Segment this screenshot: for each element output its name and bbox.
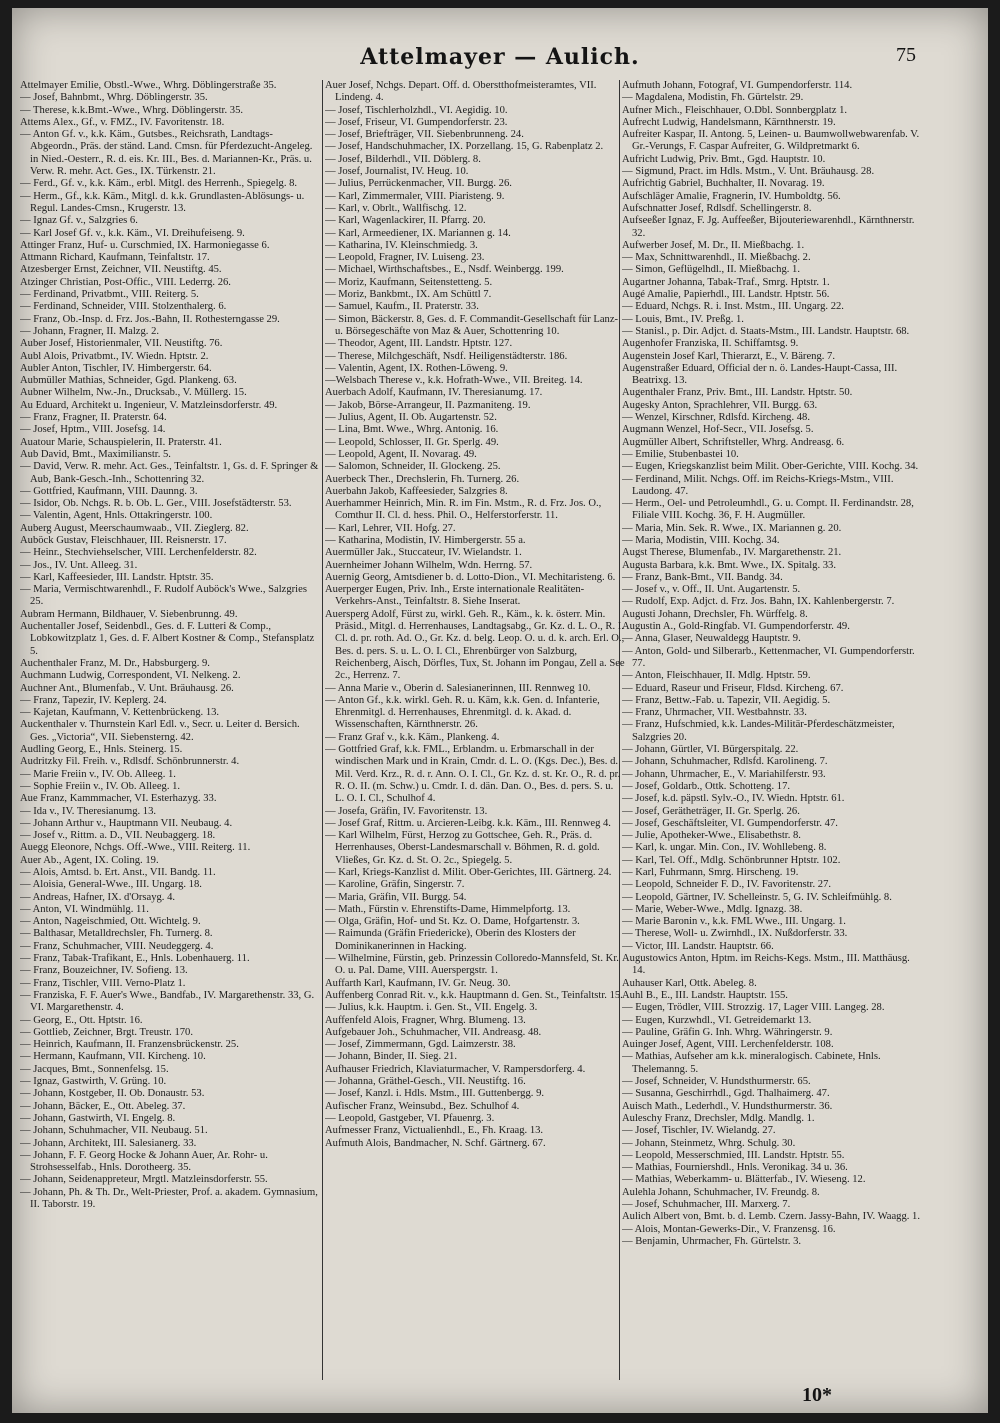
directory-entry: Auchner Ant., Blumenfab., V. Unt. Bräuhausg. 26. [20, 682, 234, 694]
directory-entry: — Leopold, Fragner, IV. Luiseng. 23. [325, 252, 485, 264]
directory-entry: — Josef, Briefträger, VII. Siebenbrunneng. 24. [325, 129, 524, 141]
directory-entry: — Johann, Schuhmacher, VII. Neubaug. 51. [20, 1125, 208, 1137]
directory-entry: — Franz, Uhrmacher, VII. Westbahnstr. 33. [622, 707, 807, 719]
directory-entry: — Leopold, Gärtner, IV. Schelleinstr. 5, G. IV. Schleifmühlg. 8. [622, 891, 892, 903]
directory-entry: Auerbahn Jakob, Kaffeesieder, Salzgries 8. [325, 485, 508, 497]
directory-entry: —Welsbach Therese v., k.k. Hofrath-Wwe., VII. Breiteg. 14. [325, 375, 583, 387]
directory-entry: Auchmann Ludwig, Correspondent, VI. Nelkeng. 2. [20, 670, 241, 682]
directory-entry: Aufischer Franz, Weinsubd., Bez. Schulhof 4. [325, 1100, 520, 1112]
directory-entry: — Karl, Wagenlackirer, II. Pfarrg. 20. [325, 215, 486, 227]
directory-entry: Auffenberg Conrad Rit. v., k.k. Hauptmann d. Gen. St., Teinfaltstr. 15. [325, 989, 623, 1001]
directory-entry: Aufmuth Johann, Fotograf, VI. Gumpendorferstr. 114. [622, 80, 853, 91]
directory-entry: Auerperger Eugen, Priv. Inh., Erste internationale Realitäten-Verkehrs-Anst., Teinfaltstr. 8. Siehe Inserat. [325, 584, 585, 608]
directory-entry: Augenhofer Franziska, II. Schiffamtsg. 9. [622, 338, 799, 350]
directory-entry: — Johann, Kostgeber, II. Ob. Donaustr. 53. [20, 1088, 205, 1100]
directory-entry: — Josef, Journalist, IV. Heug. 10. [325, 166, 469, 178]
directory-entry: — Anton, Nageischmied, Ott. Wichtelg. 9. [20, 916, 201, 928]
directory-entry: Auhl B., E., III. Landstr. Hauptstr. 155. [622, 989, 788, 1001]
directory-entry: — Aloisia, General-Wwe., III. Ungarg. 18. [20, 879, 202, 891]
directory-entry: — Therese, Woll- u. Zwirnhdl., IX. Nußdorferstr. 33. [622, 928, 848, 940]
directory-entry: — Ignaz Gf. v., Salzgries 6. [20, 215, 138, 227]
directory-entry: — Jacques, Bmt., Sonnenfelsg. 15. [20, 1063, 169, 1075]
directory-entry: Aufmesser Franz, Victualienhdl., E., Fh. Kraag. 13. [325, 1125, 544, 1137]
directory-entry: — Julius, Perrückenmacher, VII. Burgg. 26. [325, 178, 512, 190]
directory-entry: — Ida v., IV. Theresianumg. 13. [20, 805, 157, 817]
directory-entry: — Johann Arthur v., Hauptmann VII. Neubaug. 4. [20, 817, 233, 829]
directory-entry: — Franz, Tapezir, IV. Keplerg. 24. [20, 694, 167, 706]
directory-entry: — Leopold, Schneider F. D., IV. Favoritenstr. 27. [622, 879, 832, 891]
directory-entry: — Herm., Oel- und Petroleumhdl., G. u. Compt. II. Ferdinandstr. 28, Filiale VIII. Kochg. 36, F. H. Augmüller. [622, 498, 914, 522]
directory-entry: — Johann, Uhrmacher, E., V. Mariahilferstr. 93. [622, 768, 826, 780]
directory-entry: Auchentaller Josef, Seidenbdl., Ges. d. F. Lutteri & Comp., Lobkowitzplatz 1, Ges. d. F. Albert Kostner & Comp., Stefansplatz 5. [20, 621, 315, 657]
directory-entry: — Leopold, Messerschmied, III. Landstr. Hptstr. 55. [622, 1149, 845, 1161]
directory-entry: Augusti Johann, Drechsler, Fh. Würffelg. 8. [622, 608, 808, 620]
directory-entry: — Sigmund, Pract. im Hdls. Mstm., V. Unt. Bräuhausg. 28. [622, 166, 875, 178]
directory-entry: Auböck Gustav, Fleischhauer, III. Reisnerstr. 17. [20, 534, 227, 546]
directory-entry: — Eduard, Nchgs. R. i. Inst. Mstm., III. Ungarg. 22. [622, 301, 844, 313]
directory-entry: Auckenthaler v. Thurnstein Karl Edl. v., Secr. u. Leiter d. Bersich. Ges. „Victoria“, VII. Siebensterng. 42. [20, 719, 300, 743]
directory-entry: — Therese, Milchgeschäft, Nsdf. Heiligenstädterstr. 186. [325, 350, 568, 362]
directory-entry: — Ignaz, Gastwirth, V. Grüng. 10. [20, 1076, 167, 1088]
directory-entry: — Franz Graf v., k.k. Käm., Plankeng. 4. [325, 731, 500, 743]
directory-entry: — Simon, Geflügelhdl., II. Mießbachg. 1. [622, 264, 801, 276]
directory-entry: — Franz, Bettw.-Fab. u. Tapezir, VII. Aegidig. 5. [622, 694, 831, 706]
directory-entry: Auermüller Jak., Stuccateur, IV. Wielandstr. 1. [325, 547, 522, 559]
page-number: 75 [896, 44, 916, 66]
directory-entry: — Johanna, Gräthel-Gesch., VII. Neustiftg. 16. [325, 1076, 526, 1088]
directory-entry: Auersperg Adolf, Fürst zu, wirkl. Geh. R., Käm., k. k. österr. Min. Präsid., Mitgl. d. Herrenhauses, Landtagsabg., Gr. Kz. d. L. O., R. I. Cl. d. pr. roth. Ad. O., Gr. Kz. d. belg. Leop. O. u. d. k. arch. Erl. O., Bes. d. pers. S. u. L. O. I. Cl., Ehrenbürger von Salzburg, Reichenberg, Aisch, Dörfles, Tux, St. Johann im Pongau, Zell a. See 2c., Herrenz. 7. [325, 608, 625, 682]
directory-entry: — Johann, Architekt, III. Salesianerg. 33. [20, 1137, 197, 1149]
directory-entry: Aue Franz, Kammmacher, VI. Esterhazyg. 33. [20, 793, 217, 805]
directory-entry: Auchenthaler Franz, M. Dr., Habsburgerg. 9. [20, 657, 210, 669]
directory-entry: — Josef v., Rittm. a. D., VII. Neubaggerg. 18. [20, 830, 216, 842]
directory-entry: — Theodor, Agent, III. Landstr. Hptstr. 127. [325, 338, 513, 350]
directory-entry: — Karl, Kriegs-Kanzlist d. Milit. Ober-Gerichtes, III. Gärtnerg. 24. [325, 867, 612, 878]
directory-entry: — Franz, Tischler, VIII. Verno-Platz 1. [20, 977, 186, 989]
directory-entry: — Susanna, Geschirrhdl., Ggd. Thalhaimerg. 47. [622, 1088, 830, 1100]
directory-entry: Auernig Georg, Amtsdiener b. d. Lotto-Dion., VI. Mechitaristeng. 6. [325, 571, 616, 583]
directory-entry: Aub David, Bmt., Maximilianstr. 5. [20, 448, 171, 460]
directory-entry: — Anna Marie v., Oberin d. Salesianerinnen, III. Rennweg 10. [325, 682, 591, 694]
directory-entry: Attmann Richard, Kaufmann, Teinfaltstr. 17. [20, 252, 210, 264]
directory-entry: — Maria, Vermischtwarenhdl., F. Rudolf Auböck's Wwe., Salzgries 25. [20, 584, 307, 608]
directory-column-right [622, 80, 922, 1385]
directory-entry: — Alois, Montan-Gewerks-Dir., V. Franzensg. 16. [622, 1223, 836, 1235]
directory-entry: — Eduard, Raseur und Friseur, Fldsd. Kircheng. 67. [622, 682, 844, 694]
directory-entry: — Maria, Min. Sek. R. Wwe., IX. Mariannen g. 20. [622, 522, 842, 534]
directory-entry: — Samuel, Kaufm., II. Praterstr. 33. [325, 301, 479, 313]
directory-entry: — Josef, Hptm., VIII. Josefsg. 14. [20, 424, 166, 436]
directory-entry: — Eugen, Kriegskanzlist beim Milit. Ober-Gerichte, VIII. Kochg. 34. [622, 461, 919, 473]
directory-entry: — Karl, Kaffeesieder, III. Landstr. Hptstr. 35. [20, 571, 214, 583]
directory-entry: Aufricht Ludwig, Priv. Bmt., Ggd. Hauptstr. 10. [622, 153, 826, 165]
directory-entry: — Johann, Fragner, II. Malzg. 2. [20, 325, 160, 337]
directory-entry: — Josef Graf, Rittm. u. Arcieren-Leibg. k.k. Käm., III. Rennweg 4. [325, 817, 611, 829]
directory-entry: Augst Therese, Blumenfab., IV. Margarethenstr. 21. [622, 547, 842, 559]
directory-entry: — Josef, Tischlerholzhdl., VI. Aegidig. 10. [325, 104, 508, 116]
directory-entry: — Karl Josef Gf. v., k.k. Käm., VI. Dreihufeiseng. 9. [20, 227, 245, 239]
directory-entry: — Josef, Schuhmacher, III. Marxerg. 7. [622, 1199, 791, 1211]
directory-entry: — Franz, Bank-Bmt., VII. Bandg. 34. [622, 571, 783, 583]
directory-page [12, 8, 988, 1413]
directory-entry: Augenstein Josef Karl, Thierarzt, E., V. Bäreng. 7. [622, 350, 836, 362]
directory-entry: Augmann Wenzel, Hof-Secr., VII. Josefsg. 5. [622, 424, 814, 436]
directory-entry: — Ferdinand, Privatbmt., VIII. Reiterg. 5. [20, 289, 199, 301]
directory-entry: — Lina, Bmt. Wwe., Whrg. Antonig. 16. [325, 424, 499, 436]
directory-entry: — Karl, Lehrer, VII. Hofg. 27. [325, 522, 456, 534]
directory-entry: — Josef, Bahnbmt., Whrg. Döblingerstr. 35. [20, 92, 208, 104]
directory-entry: — Mathias, Aufseher am k.k. mineralogisch. Cabinete, Hnls. Thelemanng. 5. [622, 1051, 881, 1075]
directory-entry: — Gottfried, Kaufmann, VIII. Daunng. 3. [20, 485, 198, 497]
directory-entry: — Mathias, Weberkamm- u. Blätterfab., IV. Wieseng. 12. [622, 1174, 866, 1186]
directory-entry: — Franz, Tabak-Trafikant, E., Hnls. Lobenhauerg. 11. [20, 953, 250, 965]
directory-entry: — Franz, Bouzeichner, IV. Sofieng. 13. [20, 965, 188, 977]
directory-entry: Aufschläger Amalie, Fragnerin, IV. Humboldtg. 56. [622, 190, 841, 202]
directory-entry: — Wilhelmine, Fürstin, geb. Prinzessin Colloredo-Mannsfeld, St. Kr. O. u. Pal. Dame, VIII. Auerspergstr. 1. [325, 953, 619, 977]
directory-entry: — Rudolf, Exp. Adjct. d. Frz. Jos. Bahn, IX. Kahlenbergerstr. 7. [622, 596, 895, 608]
directory-entry: Aubmüller Mathias, Schneider, Ggd. Plankeng. 63. [20, 375, 237, 387]
directory-entry: Augenthaler Franz, Priv. Bmt., III. Landstr. Hptstr. 50. [622, 387, 853, 399]
directory-entry: — Franz, Fragner, II. Praterstr. 64. [20, 412, 167, 424]
directory-entry: — Anton Gf., k.k. wirkl. Geh. R. u. Käm, k.k. Gen. d. Infanterie, Ehrenmitgl. d. Herrenhauses, Ehrenmitgl. d. k. Akad. d. Wissenschaften, Kärnthnerstr. 26. [325, 694, 600, 731]
directory-entry: — Kajetan, Kaufmann, V. Kettenbrückeng. 13. [20, 707, 220, 719]
directory-entry: — Karl Wilhelm, Fürst, Herzog zu Gottschee, Geh. R., Präs. d. Herrenhauses, Oberst-Landesmarschall v. Böhmen, R. d. gold. Vließes, Gr. Kz. d. St. O. 2c., Spiegelg. 5. [325, 830, 600, 866]
directory-entry: Auisch Math., Lederhdl., V. Hundsthurmerstr. 36. [622, 1100, 833, 1112]
directory-entry: Auffarth Karl, Kaufmann, IV. Gr. Neug. 30. [325, 977, 511, 989]
directory-entry: Aufseeßer Ignaz, F. Jg. Auffeeßer, Bijouteriewarenhdl., Kärnthnerstr. 32. [622, 215, 915, 239]
directory-entry: Aulehla Johann, Schuhmacher, IV. Freundg. 8. [622, 1186, 820, 1198]
directory-entry: — Josef, Friseur, VI. Gumpendorferstr. 23. [325, 116, 508, 128]
directory-entry: Augartner Johanna, Tabak-Traf., Smrg. Hptstr. 1. [622, 276, 830, 288]
directory-entry: — Valentin, Agent, IX. Rothen-Löweng. 9. [325, 362, 508, 374]
directory-entry: — Josef, Goldarb., Ottk. Schotteng. 17. [622, 780, 791, 792]
directory-entry: — Heinrich, Kaufmann, II. Franzensbrückenstr. 25. [20, 1039, 239, 1051]
directory-entry: Auinger Josef, Agent, VIII. Lerchenfelderstr. 108. [622, 1039, 834, 1051]
directory-entry: — Eugen, Trödler, VIII. Strozzig. 17, Lager VIII. Langeg. 28. [622, 1002, 885, 1014]
directory-entry: — Magdalena, Modistin, Fh. Gürtelstr. 29. [622, 92, 804, 104]
directory-entry: Auffenfeld Alois, Fragner, Whrg. Blumeng. 13. [325, 1014, 526, 1026]
directory-entry: — Eugen, Kurzwhdl., VI. Getreidemarkt 13. [622, 1014, 812, 1026]
directory-entry: Aufgebauer Joh., Schuhmacher, VII. Andreasg. 48. [325, 1026, 542, 1038]
directory-entry: — Julius, k.k. Hauptm. i. Gen. St., VII. Engelg. 3. [325, 1002, 538, 1014]
directory-entry: — Max, Schnittwarenhdl., II. Mießbachg. 2. [622, 252, 811, 264]
directory-entry: Au Eduard, Architekt u. Ingenieur, V. Matzleinsdorferstr. 49. [20, 399, 278, 411]
directory-entry: — Karl, k. ungar. Min. Con., IV. Wohllebeng. 8. [622, 842, 827, 854]
directory-entry: — Olga, Gräfin, Hof- und St. Kz. O. Dame, Hofgartenstr. 3. [325, 916, 580, 928]
directory-entry: Auleschy Franz, Drechsler, Mdlg. Mandlg. 1. [622, 1112, 815, 1124]
directory-entry: Audling Georg, E., Hnls. Steinerg. 15. [20, 744, 183, 756]
directory-entry: — Johann, Seidenappreteur, Mrgtl. Matzleinsdorferstr. 55. [20, 1174, 268, 1186]
directory-entry: — Anton, Fleischhauer, II. Mdlg. Hptstr. 59. [622, 670, 811, 682]
directory-entry: Aubram Hermann, Bildhauer, V. Siebenbrunng. 49. [20, 608, 238, 620]
directory-entry: — Julius, Agent, II. Ob. Augartenstr. 52. [325, 412, 497, 424]
directory-entry: — Karl, Zimmermaler, VIII. Piaristeng. 9. [325, 190, 505, 202]
directory-entry: — Mathias, Fourniershdl., Hnls. Veronikag. 34 u. 36. [622, 1162, 848, 1174]
directory-entry: — Karl, Armeediener, IX. Mariannen g. 14. [325, 227, 511, 239]
directory-entry: — Johann, Binder, II. Sieg. 21. [325, 1051, 457, 1063]
directory-entry: Auer Ab., Agent, IX. Coling. 19. [20, 854, 159, 866]
directory-entry: — Andreas, Hafner, IX. d'Orsayg. 4. [20, 891, 176, 903]
directory-entry: — Leopold, Schlosser, II. Gr. Sperlg. 49. [325, 436, 499, 448]
directory-entry: — Maria, Modistin, VIII. Kochg. 34. [622, 534, 780, 546]
directory-entry: — Marie, Weber-Wwe., Mdlg. Ignazg. 38. [622, 903, 803, 915]
directory-entry: Aubl Alois, Privatbmt., IV. Wiedn. Hptstr. 2. [20, 350, 209, 362]
directory-entry: Auerbeck Ther., Drechslerin, Fh. Turnerg. 26. [325, 473, 520, 485]
directory-entry: Auatour Marie, Schauspielerin, II. Praterstr. 41. [20, 436, 222, 448]
directory-entry: — Josef, Gerätheträger, II. Gr. Sperlg. 26. [622, 805, 800, 817]
directory-entry: — Josef, Schneider, V. Hundsthurmerstr. 65. [622, 1076, 811, 1088]
directory-entry: — Johann, Gastwirth, VI. Engelg. 8. [20, 1112, 176, 1124]
directory-entry: Augmüller Albert, Schriftsteller, Whrg. Andreasg. 6. [622, 436, 845, 448]
directory-entry: — Leopold, Agent, II. Novarag. 49. [325, 448, 477, 460]
directory-column-left [20, 80, 320, 1385]
directory-entry: Aulich Albert von, Bmt. b. d. Lemb. Czern. Jassy-Bahn, IV. Waagg. 1. [622, 1211, 920, 1223]
directory-entry: — Johann, Steinmetz, Whrg. Schulg. 30. [622, 1137, 796, 1149]
directory-entry: Aufschnatter Josef, Rdlsdf. Schellingerstr. 8. [622, 202, 812, 214]
directory-entry: — David, Verw. R. mehr. Act. Ges., Teinfaltstr. 1, Gs. d. F. Springer & Aub, Bank-Gesch.-Inh., Schottenring 32. [20, 461, 319, 485]
directory-entry: — Franz, Schuhmacher, VIII. Neudeggerg. 4. [20, 940, 214, 952]
directory-entry: — Leopold, Gastgeber, VI. Pfauenrg. 3. [325, 1112, 495, 1124]
directory-entry: — Ferd., Gf. v., k.k. Käm., erbl. Mitgl. des Herrenh., Spiegelg. 8. [20, 178, 298, 190]
directory-entry: — Julie, Apotheker-Wwe., Elisabethstr. 8. [622, 830, 801, 842]
directory-entry: — Sophie Freiin v., IV. Ob. Alleeg. 1. [20, 780, 181, 792]
directory-entry: — Johann, Ph. & Th. Dr., Welt-Priester, Prof. a. akadem. Gymnasium, II. Taborstr. 19. [20, 1186, 318, 1211]
directory-entry: Auber Josef, Historienmaler, VII. Neustiftg. 76. [20, 338, 223, 350]
directory-entry: Auer Josef, Nchgs. Depart. Off. d. Oberstthofmeisteramtes, VII. Lindeng. 4. [325, 80, 597, 104]
directory-entry: — Moriz, Bankbmt., IX. Am Schüttl 7. [325, 289, 492, 301]
directory-entry: — Stanisl., p. Dir. Adjct. d. Staats-Mstm., III. Landstr. Hauptstr. 68. [622, 325, 910, 337]
running-title: Attelmayer — Aulich. [360, 44, 640, 70]
directory-entry: — Alois, Amtsd. b. Ert. Anst., VII. Bandg. 11. [20, 867, 216, 878]
directory-entry: Attinger Franz, Huf- u. Curschmied, IX. Harmoniegasse 6. [20, 239, 270, 251]
directory-entry: — Johann, Bäcker, E., Ott. Abeleg. 37. [20, 1100, 186, 1112]
directory-entry: — Wenzel, Kirschner, Rdlsfd. Kircheng. 48. [622, 412, 810, 424]
directory-entry: — Karl, Tel. Off., Mdlg. Schönbrunner Hptstr. 102. [622, 854, 841, 866]
directory-entry: — Balthasar, Metalldrechsler, Fh. Turnerg. 8. [20, 928, 213, 940]
directory-entry: — Anton Gf. v., k.k. Käm., Gutsbes., Reichsrath, Landtags-Abgeordn., Präs. der ständ. Land. Cmsn. für Pferdezucht-Angeleg. in Nied.-Oesterr., R. d. eis. Kr. III., Bes. d. Mariannen-Kr., Präs. u. Verw. R. mehr. Act. Ges., IX. Türkenstr. 21. [20, 129, 313, 178]
column-divider [322, 80, 323, 1380]
directory-entry: Augenstraßer Eduard, Official der n. ö. Landes-Haupt-Cassa, III. Beatrixg. 13. [622, 362, 898, 387]
directory-entry: Auerbach Adolf, Kaufmann, IV. Theresianumg. 17. [325, 387, 543, 399]
directory-entry: Aubner Wilhelm, Nw.-Jn., Drucksab., V. Müllerg. 15. [20, 387, 247, 399]
directory-entry: Aufhauser Friedrich, Klaviaturmacher, V. Rampersdorferg. 4. [325, 1063, 586, 1075]
directory-entry: Augesky Anton, Sprachlehrer, VII. Burgg. 63. [622, 399, 818, 411]
directory-entry: Audritzky Fil. Freih. v., Rdlsdf. Schönbrunnerstr. 4. [20, 756, 240, 768]
directory-entry: — Ferdinand, Milit. Nchgs. Off. im Reichs-Kriegs-Mstm., VIII. Laudong. 47. [622, 473, 894, 497]
directory-entry: — Isidor, Ob. Nchgs. R. b. Ob. L. Ger., VIII. Josefstädterstr. 53. [20, 498, 292, 510]
directory-entry: — Ferdinand, Schneider, VIII. Stolzenthalerg. 6. [20, 301, 227, 313]
directory-entry: — Herm., Gf., k.k. Käm., Mitgl. d. k.k. Grundlasten-Ablösungs- u. Regul. Landes-Cmsn., Krugerstr. 13. [20, 190, 305, 214]
directory-entry: — Katharina, IV. Kleinschmiedg. 3. [325, 239, 478, 251]
directory-entry: — Franz, Ob.-Insp. d. Frz. Jos.-Bahn, II. Rothesterngasse 29. [20, 313, 280, 325]
directory-entry: Augusta Barbara, k.k. Bmt. Wwe., IX. Spitalg. 33. [622, 559, 837, 571]
directory-entry: — Victor, III. Landstr. Hauptstr. 66. [622, 940, 774, 952]
directory-entry: — Franziska, F. F. Auer's Wwe., Bandfab., IV. Margarethenstr. 33, G. VI. Margarethenstr. 4. [20, 989, 315, 1014]
directory-entry: — Johann, F. F. Georg Hocke & Johann Auer, Ar. Rohr- u. Strohsesselfab., Hnls. Dorotheerg. 35. [20, 1149, 268, 1174]
directory-entry: — Karl, Fuhrmann, Smrg. Hirscheng. 19. [622, 867, 799, 878]
directory-entry: — Josef v., v. Off., II. Unt. Augartenstr. 5. [622, 584, 801, 596]
directory-entry: Atzinger Christian, Post-Offic., VIII. Lederrg. 26. [20, 276, 231, 288]
directory-entry: Augustin A., Gold-Ringfab. VI. Gumpendorferstr. 49. [622, 621, 850, 633]
directory-entry: — Josef, k.d. päpstl. Sylv.-O., IV. Wiedn. Hptstr. 61. [622, 793, 845, 805]
directory-entry: — Gottfried Graf, k.k. FML., Erblandm. u. Erbmarschall in der windischen Mark und in Krain, Cmdr. d. L. O. (Kgs. Dec.), Bes. d. Mil. Verd. Krz., R. d. r. Ann. O. I. Cl., Gr. Kz. d. st. Kr. O., R. d. pr. R. O. II. (m. Schw.) u. Cmdr. I. d. dän. Dan. O., Bes. d. pers. S. u. L. O. I. Cl., Schulhof 4. [325, 744, 621, 805]
directory-entry: Aufwerber Josef, M. Dr., II. Mießbachg. 1. [622, 239, 805, 251]
directory-entry: — Josefa, Gräfin, IV. Favoritenstr. 13. [325, 805, 488, 817]
directory-entry: Auernheimer Johann Wilhelm, Wdn. Herrng. 57. [325, 559, 533, 571]
directory-entry: — Therese, k.k.Bmt.-Wwe., Whrg. Döblingerstr. 35. [20, 104, 244, 116]
directory-entry: Auberg August, Meerschaumwaab., VII. Zieglerg. 82. [20, 522, 249, 534]
directory-entry: — Salomon, Schneider, II. Glockeng. 25. [325, 461, 501, 473]
directory-entry: Aufreiter Kaspar, II. Antong. 5, Leinen- u. Baumwollwebwarenfab. V. Gr.-Verungs, F. Caspar Aufreiter, G. Wildpretmarkt 6. [622, 129, 920, 153]
directory-entry: Atzesberger Ernst, Zeichner, VII. Neustiftg. 45. [20, 264, 222, 276]
directory-entry: — Jos., IV. Unt. Alleeg. 31. [20, 559, 138, 571]
directory-entry: — Math., Fürstin v. Ehrenstifts-Dame, Himmelpfortg. 13. [325, 903, 571, 915]
directory-entry: — Heinr., Stechviehselscher, VIII. Lerchenfelderstr. 82. [20, 547, 257, 559]
directory-entry: — Josef, Zimmermann, Ggd. Laimzerstr. 38. [325, 1039, 516, 1051]
directory-entry: — Josef, Kanzl. i. Hdls. Mstm., III. Guttenbergg. 9. [325, 1088, 545, 1100]
directory-entry: Aufrecht Ludwig, Handelsmann, Kärnthnerstr. 19. [622, 116, 836, 128]
directory-entry: — Moriz, Kaufmann, Seitenstetteng. 5. [325, 276, 493, 288]
directory-entry: — Johann, Schuhmacher, Rdlsfd. Karolineng. 7. [622, 756, 828, 768]
directory-entry: — Josef, Bilderhdl., VII. Döblerg. 8. [325, 153, 481, 165]
directory-entry: Auhauser Karl, Ottk. Abeleg. 8. [622, 977, 757, 989]
directory-entry: — Maria, Gräfin, VII. Burgg. 54. [325, 891, 467, 903]
directory-entry: — Emilie, Stubenbastei 10. [622, 448, 739, 460]
directory-entry: — Marie Freiin v., IV. Ob. Alleeg. 1. [20, 768, 176, 780]
directory-entry: — Marie Baronin v., k.k. FML Wwe., III. Ungarg. 1. [622, 916, 846, 928]
directory-entry: — Gottlieb, Zeichner, Brgt. Treustr. 170. [20, 1026, 193, 1038]
directory-entry: — Josef, Tischler, IV. Wielandg. 27. [622, 1125, 776, 1137]
directory-entry: — Karoline, Gräfin, Singerstr. 7. [325, 879, 465, 891]
directory-entry: — Jakob, Börse-Arrangeur, II. Pazmaniteng. 19. [325, 399, 531, 411]
directory-entry: Aufrichtig Gabriel, Buchhalter, II. Novarag. 19. [622, 178, 825, 190]
directory-entry: — Benjamin, Uhrmacher, Fh. Gürtelstr. 3. [622, 1235, 802, 1247]
directory-entry: — Karl, v. Obrlt., Wallfischg. 12. [325, 202, 467, 214]
directory-entry: — Michael, Wirthschaftsbes., E., Nsdf. Weinbergg. 199. [325, 264, 564, 276]
signature-mark: 10* [802, 1384, 832, 1406]
directory-entry: — Josef, Geschäftsleiter, VI. Gumpendorferstr. 47. [622, 817, 838, 829]
directory-entry: Aubler Anton, Tischler, IV. Himbergerstr. 64. [20, 362, 212, 374]
directory-entry: — Anna, Glaser, Neuwaldegg Hauptstr. 9. [622, 633, 801, 645]
directory-entry: — Johann, Gürtler, VI. Bürgerspitalg. 22. [622, 744, 799, 756]
directory-entry: Auegg Eleonore, Nchgs. Off.-Wwe., VIII. Reiterg. 11. [20, 842, 251, 854]
directory-entry: — Raimunda (Gräfin Friedericke), Oberin des Klosters der Dominikanerinnen in Hacking. [325, 928, 576, 952]
directory-column-middle [325, 80, 625, 1385]
directory-entry: Aufmuth Alois, Bandmacher, N. Schf. Gärtnerg. 67. [325, 1137, 546, 1149]
directory-entry: Augé Amalie, Papierhdl., III. Landstr. Hptstr. 56. [622, 289, 830, 301]
directory-entry: — Katharina, Modistin, IV. Himbergerstr. 55 a. [325, 534, 526, 546]
directory-entry: — Georg, E., Ott. Hptstr. 16. [20, 1014, 143, 1026]
directory-entry: — Simon, Bäckerstr. 8, Ges. d. F. Commandit-Gesellschaft für Lanz- u. Börsegeschäfte von Maz & Auer, Schottenring 10. [325, 313, 619, 337]
directory-entry: — Anton, Gold- und Silberarb., Kettenmacher, VI. Gumpendorferstr. 77. [622, 645, 915, 669]
directory-entry: Augustowics Anton, Hptm. im Reichs-Kegs. Mstm., III. Matthäusg. 14. [622, 953, 910, 977]
directory-entry: Attems Alex., Gf., v. FMZ., IV. Favoritenstr. 18. [20, 116, 225, 128]
directory-entry: — Valentin, Agent, Hnls. Ottakringerstr. 100. [20, 510, 213, 522]
directory-entry: Auerhammer Heinrich, Min. R. im Fin. Mstm., R. d. Frz. Jos. O., Comthur II. Cl. d. hess. Phil. O., Helferstorferstr. 11. [325, 498, 602, 522]
directory-entry: — Anton, VI. Windmühlg. 11. [20, 903, 149, 915]
directory-entry: — Josef, Handschuhmacher, IX. Porzellang. 15, G. Rabenplatz 2. [325, 141, 604, 153]
directory-entry: — Hermann, Kaufmann, VII. Kircheng. 10. [20, 1051, 206, 1063]
directory-entry: Attelmayer Emilie, Obstl.-Wwe., Whrg. Döblingerstraße 35. [20, 80, 277, 91]
directory-entry: Aufner Mich., Fleischhauer, O.Dbl. Sonnbergplatz 1. [622, 104, 848, 116]
directory-entry: — Pauline, Gräfin G. Inh. Whrg. Währingerstr. 9. [622, 1026, 833, 1038]
directory-entry: — Franz, Hufschmied, k.k. Landes-Militär-Pferdeschätzmeister, Salzgries 20. [622, 719, 895, 743]
directory-entry: — Louis, Bmt., IV. Preßg. 1. [622, 313, 744, 325]
page-header [12, 44, 988, 78]
